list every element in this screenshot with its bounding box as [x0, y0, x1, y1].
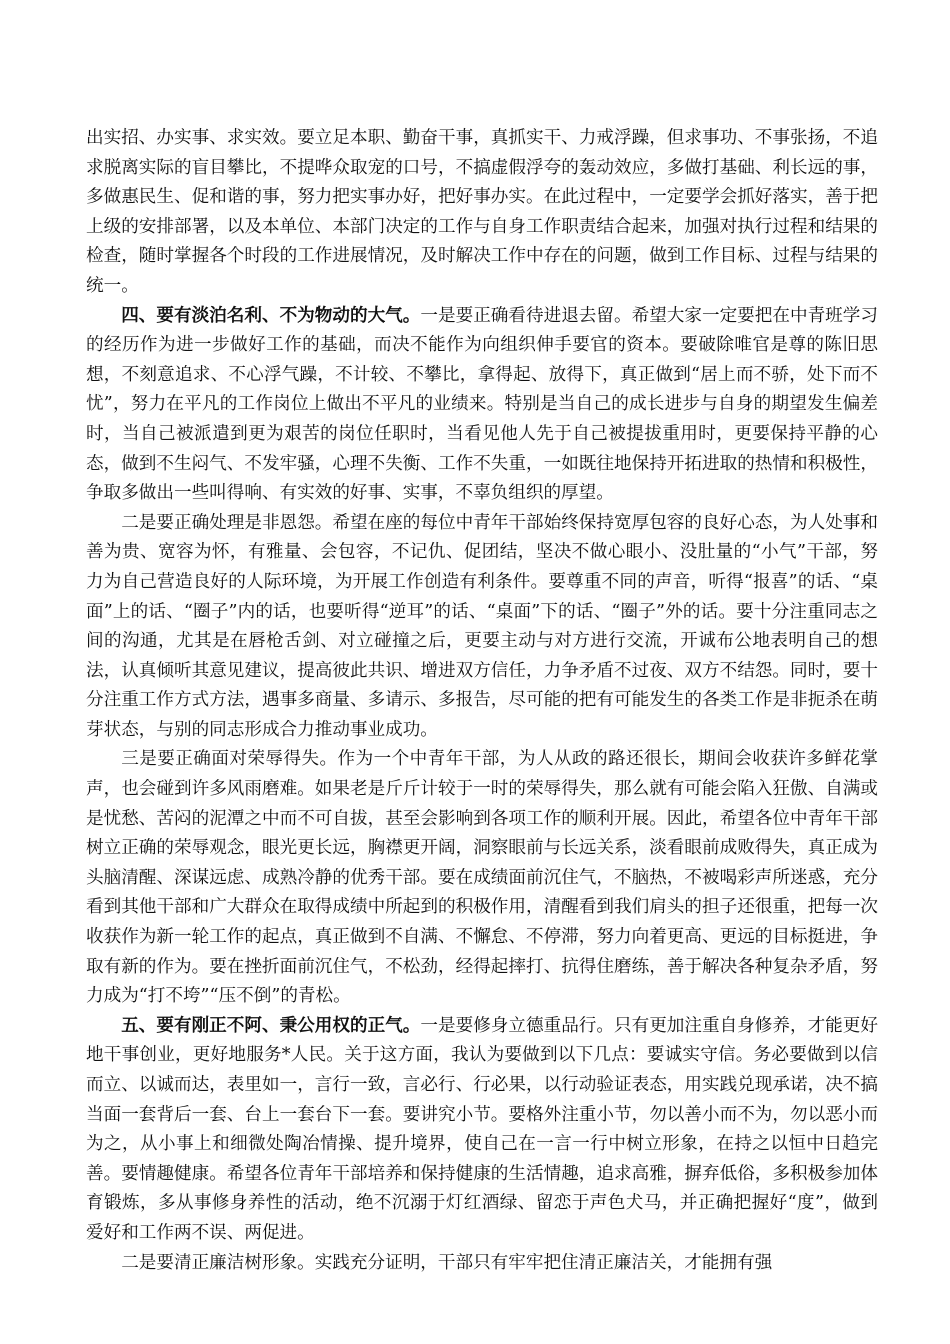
document-page	[86, 124, 878, 1278]
section-heading-4: 四、要有淡泊名利、不为物动的大气。	[121, 305, 421, 326]
paragraph-6-text: 二是要清正廉洁树形象。实践充分证明，干部只有牢牢把住清正廉洁关，才能拥有强	[121, 1252, 773, 1273]
paragraph-5	[86, 1012, 878, 1249]
paragraph-4-text: 三是要正确面对荣辱得失。作为一个中青年干部，为人从政的路还很长，期间会收获许多鲜花掌声，也会碰到许多风雨磨难。如果老是斤斤计较于一时的荣辱得失，那么就有可能会陷入狂傲、自满或是忧愁、苦闷的泥潭之中而不可自拔，甚至会影响到各项工作的顺利开展。因此，希望各位中青年干部树立正确的荣辱观念，眼光更长远，胸襟更开阔，洞察眼前与长远关系，淡看眼前成败得失，真正成为头脑清醒、深谋远虑、成熟冷静的优秀干部。要在成绩面前沉住气，不脑热，不被喝彩声所迷惑，充分看到其他干部和广大群众在取得成绩中所起到的积极作用，清醒看到我们肩头的担子还很重，把每一次收获作为新一轮工作的起点，真正做到不自满、不懈怠、不停滞，努力向着更高、更远的目标挺进，争取有新的作为。要在挫折面前沉住气，不松劲，经得起摔打、抗得住磨练，善于解决各种复杂矛盾，努力成为“打不垮”“压不倒”的青松。	[86, 749, 878, 1007]
paragraph-3	[86, 509, 878, 746]
paragraph-4	[86, 745, 878, 1011]
section-heading-5: 五、要有刚正不阿、秉公用权的正气。	[121, 1015, 421, 1036]
paragraph-6	[86, 1249, 878, 1279]
paragraph-1-text: 出实招、办实事、求实效。要立足本职、勤奋干事，真抓实干、力戒浮躁，但求事功、不事张扬，不追求脱离实际的盲目攀比，不提哗众取宠的口号，不搞虚假浮夸的轰动效应，多做打基础、利长远的事，多做惠民生、促和谐的事，努力把实事办好，把好事办实。在此过程中，一定要学会抓好落实，善于把上级的安排部署，以及本单位、本部门决定的工作与自身工作职责结合起来，加强对执行过程和结果的检查，随时掌握各个时段的工作进展情况，及时解决工作中存在的问题，做到工作目标、过程与结果的统一。	[86, 128, 878, 296]
paragraph-2	[86, 302, 878, 509]
paragraph-2-text: 一是要正确看待进退去留。希望大家一定要把在中青班学习的经历作为进一步做好工作的基础，而决不能作为向组织伸手要官的资本。要破除唯官是尊的陈旧思想，不刻意追求、不心浮气躁，不计较、不攀比，拿得起、放得下，真正做到“居上而不骄，处下而不忧”，努力在平凡的工作岗位上做出不平凡的业绩来。特别是当自己的成长进步与自身的期望发生偏差时，当自己被派遣到更为艰苦的岗位任职时，当看见他人先于自己被提拔重用时，更要保持平静的心态，做到不生闷气、不发牢骚，心理不失衡、工作不失重，一如既往地保持开拓进取的热情和积极性，争取多做出一些叫得响、有实效的好事、实事，不辜负组织的厚望。	[86, 305, 878, 504]
paragraph-3-text: 二是要正确处理是非恩怨。希望在座的每位中青年干部始终保持宽厚包容的良好心态，为人处事和善为贵、宽容为怀，有雅量、会包容，不记仇、促团结，坚决不做心眼小、没肚量的“小气”干部，努力为自己营造良好的人际环境，为开展工作创造有利条件。要尊重不同的声音，听得“报喜”的话、“桌面”上的话、“圈子”内的话，也要听得“逆耳”的话、“桌面”下的话、“圈子”外的话。要十分注重同志之间的沟通，尤其是在唇枪舌剑、对立碰撞之后，更要主动与对方进行交流，开诚布公地表明自己的想法，认真倾听其意见建议，提高彼此共识、增进双方信任，力争矛盾不过夜、双方不结怨。同时，要十分注重工作方式方法，遇事多商量、多请示、多报告，尽可能的把有可能发生的各类工作是非扼杀在萌芽状态，与别的同志形成合力推动事业成功。	[86, 512, 878, 740]
paragraph-5-text: 一是要修身立德重品行。只有更加注重自身修养，才能更好地干事创业，更好地服务*人民。关于这方面，我认为要做到以下几点：要诚实守信。务必要做到以信而立、以诚而达，表里如一，言行一致，言必行、行必果，以行动验证表态，用实践兑现承诺，决不搞当面一套背后一套、台上一套台下一套。要讲究小节。要格外注重小节，勿以善小而不为，勿以恶小而为之，从小事上和细微处陶冶情操、提升境界，使自己在一言一行中树立形象，在持之以恒中日趋完善。要情趣健康。希望各位青年干部培养和保持健康的生活情趣，追求高雅，摒弃低俗，多积极参加体育锻炼，多从事修身养性的活动，绝不沉溺于灯红酒绿、留恋于声色犬马，并正确把握好“度”，做到爱好和工作两不误、两促进。	[86, 1015, 878, 1243]
paragraph-1	[86, 124, 878, 302]
